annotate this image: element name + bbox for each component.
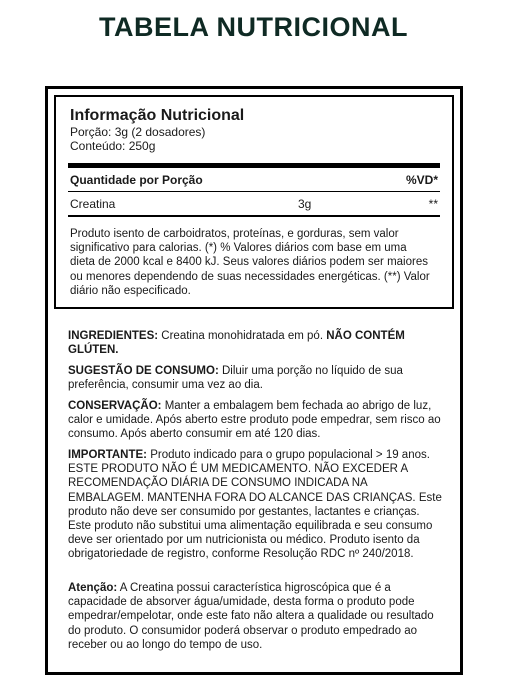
consumption-text: Diluir uma porção no líquido de sua preferência, consumir uma vez ao dia.	[68, 365, 403, 392]
consumption-label: SUGESTÃO DE CONSUMO:	[68, 365, 219, 377]
attention-text: A Creatina possui característica higroscópica que é a capacidade de absorver água/umidade, desta forma o produto pode empedrar/empelotar, onde este fato não altera a qualidade ou resultado do produto. O consumidor poderá observar o produto empedrado ao receber ou ao longo do tempo de uso.	[68, 582, 434, 651]
ingredients-section	[68, 329, 442, 357]
row-amount: 3g	[298, 197, 312, 211]
page-title: TABELA NUTRICIONAL	[99, 12, 408, 42]
thick-divider	[68, 163, 440, 168]
header-quantity: Quantidade por Porção	[70, 173, 203, 187]
nutrition-title: Informação Nutricional	[70, 107, 245, 124]
content-text: Conteúdo: 250g	[70, 139, 156, 153]
table-header	[70, 173, 438, 187]
conservation-section	[68, 399, 442, 442]
consumption-section	[68, 364, 442, 392]
nutrition-facts-panel	[54, 95, 454, 309]
conservation-label: CONSERVAÇÃO:	[68, 400, 162, 412]
important-section	[68, 448, 442, 562]
header-vd: %VD*	[405, 173, 438, 187]
ingredients-text: Creatina monohidratada em pó.	[158, 330, 327, 342]
label-box	[45, 86, 463, 675]
nutrition-footnote: Produto isento de carboidratos, proteínas, e gorduras, sem valor significativo para calorias. (*) % Valores diários com base em uma dieta de 2000 kcal e 8400 kJ. Seus valores diários podem ser maiores ou menores dependendo de suas necessidades energéticas. (**) Valor diário não especificado.	[70, 228, 430, 297]
attention-label: Atenção:	[68, 582, 118, 594]
important-label: IMPORTANTE:	[68, 449, 148, 461]
attention-section	[68, 581, 442, 652]
row-name: Creatina	[70, 197, 116, 211]
ingredients-label: INGREDIENTES:	[68, 330, 159, 342]
conservation-text: Manter a embalagem bem fechada ao abrigo de luz, calor e umidade. Após aberto estre produto pode empedrar, sem risco ao consumo. Após aberto consumir em até 120 dias.	[68, 400, 441, 441]
row-divider	[68, 215, 440, 217]
gluten-warning: NÃO CONTÉM GLÚTEN.	[68, 330, 405, 357]
important-text: Produto indicado para o grupo populacional > 19 anos. ESTE PRODUTO NÃO É UM MEDICAMENTO. NÃO EXCEDER A RECOMENDAÇÃO DIÁRIA DE CONSUMO INDICADA NA EMBALAGEM. MANTENHA FORA DO ALCANCE DAS CRIANÇAS. Este produto não deve ser consumido por gestantes, lactantes e crianças. Este produto não substitui uma alimentação equilibrada e seu consumo deve ser orientado por um nutricionista ou médico. Produto isento da obrigatoriedade de registro, conforme Resolução RDC nº 240/2018.	[68, 449, 442, 561]
table-row	[70, 197, 438, 211]
row-vd: **	[428, 197, 438, 211]
thin-divider	[68, 191, 440, 192]
portion-text: Porção: 3g (2 dosadores)	[70, 125, 206, 139]
